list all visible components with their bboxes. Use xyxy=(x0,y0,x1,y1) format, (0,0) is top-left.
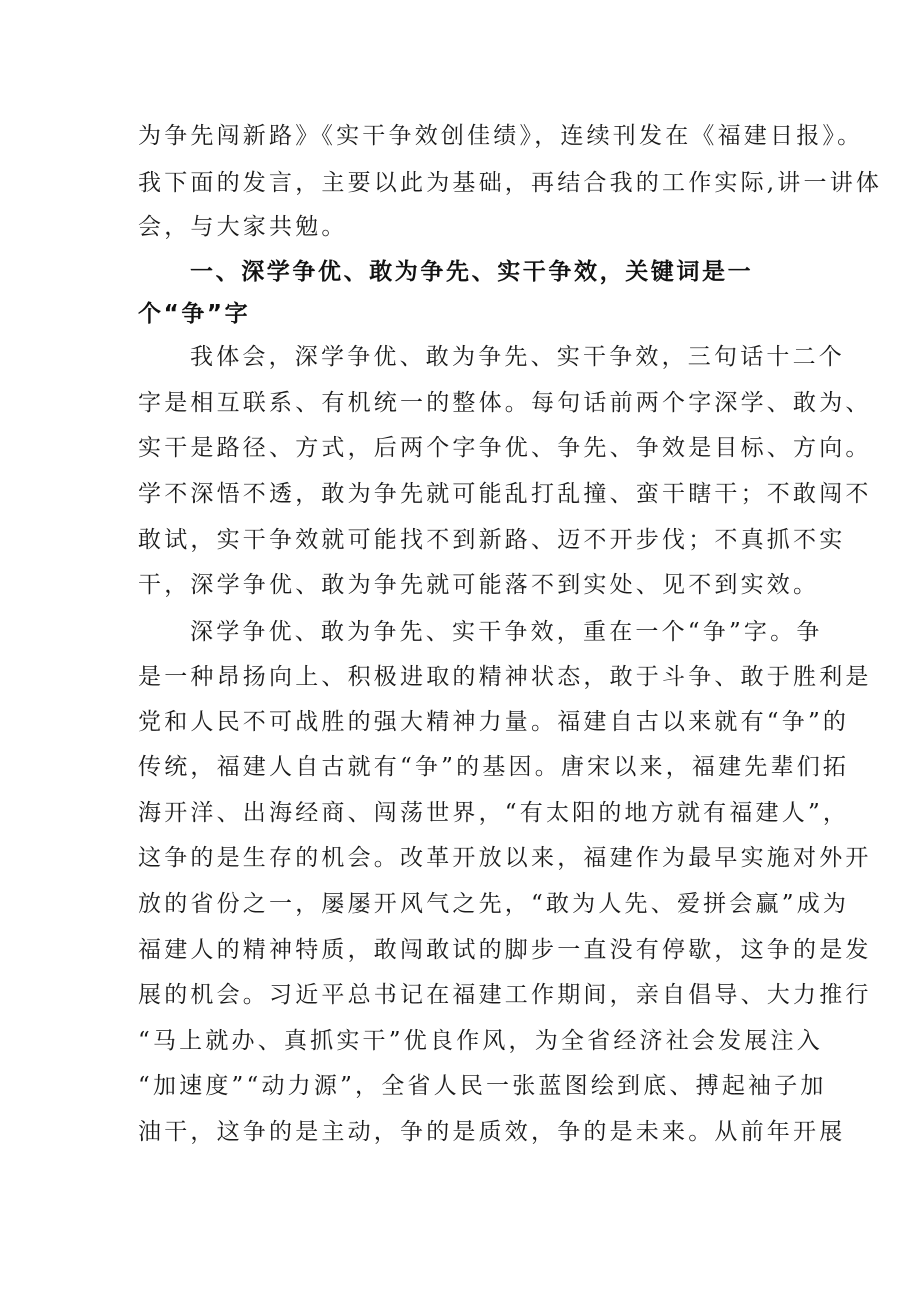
paragraph2-line-2: 是一种昂扬向上、积极进取的精神状态，敢于斗争、敢于胜利是 xyxy=(138,664,872,690)
intro-line-3: 会，与大家共勉。 xyxy=(138,214,348,240)
paragraph1-line-6: 干，深学争优、敢为争先就可能落不到实处、见不到实效。 xyxy=(138,572,820,598)
paragraph1-line-2: 字是相互联系、有机统一的整体。每句话前两个字深学、敢为、 xyxy=(138,390,872,416)
paragraph2-line-11: “加速度”“动力源”，全省人民一张蓝图绘到底、搏起袖子加 xyxy=(138,1073,827,1099)
intro-line-1: 为争先闯新路》《实干争效创佳绩》，连续刊发在《福建日报》。 xyxy=(138,123,864,149)
paragraph1-line-1: 我体会，深学争优、敢为争先、实干争效，三句话十二个 xyxy=(190,344,845,370)
paragraph2-line-8: 福建人的精神特质，敢闯敢试的脚步一直没有停歇，这争的是发 xyxy=(138,937,872,963)
paragraph2-line-1: 深学争优、敢为争先、实干争效，重在一个“争”字。争 xyxy=(190,619,823,645)
paragraph1-line-3: 实干是路径、方式，后两个字争优、争先、争效是目标、方向。 xyxy=(138,435,872,461)
section-heading-line-2: 个“争”字 xyxy=(138,301,251,327)
paragraph2-line-4: 传统，福建人自古就有“争”的基因。唐宋以来，福建先辈们拓 xyxy=(138,754,850,780)
intro-line-2: 我下面的发言，主要以此为基础，再结合我的工作实际,讲一讲体 xyxy=(138,170,883,196)
paragraph2-line-3: 党和人民不可战胜的强大精神力量。福建自古以来就有“争”的 xyxy=(138,709,850,735)
section-heading-line-1: 一、深学争优、敢为争先、实干争效，关键词是一 xyxy=(190,259,754,285)
paragraph2-line-5: 海开洋、出海经商、闯荡世界，“有太阳的地方就有福建人”， xyxy=(138,800,850,826)
paragraph2-line-10: “马上就办、真抓实干”优良作风，为全省经济社会发展注入 xyxy=(138,1028,823,1054)
paragraph2-line-12: 油干，这争的是主动，争的是质效，争的是未来。从前年开展 xyxy=(138,1119,846,1145)
paragraph2-line-6: 这争的是生存的机会。改革开放以来，福建作为最早实施对外开 xyxy=(138,845,872,871)
paragraph2-line-7: 放的省份之一，屡屡开风气之先，“敢为人先、爱拼会赢”成为 xyxy=(138,891,850,917)
paragraph1-line-4: 学不深悟不透，敢为争先就可能乱打乱撞、蛮干瞎干；不敢闯不 xyxy=(138,481,872,507)
paragraph1-line-5: 敢试，实干争效就可能找不到新路、迈不开步伐；不真抓不实 xyxy=(138,527,846,553)
paragraph2-line-9: 展的机会。习近平总书记在福建工作期间，亲自倡导、大力推行 xyxy=(138,982,872,1008)
